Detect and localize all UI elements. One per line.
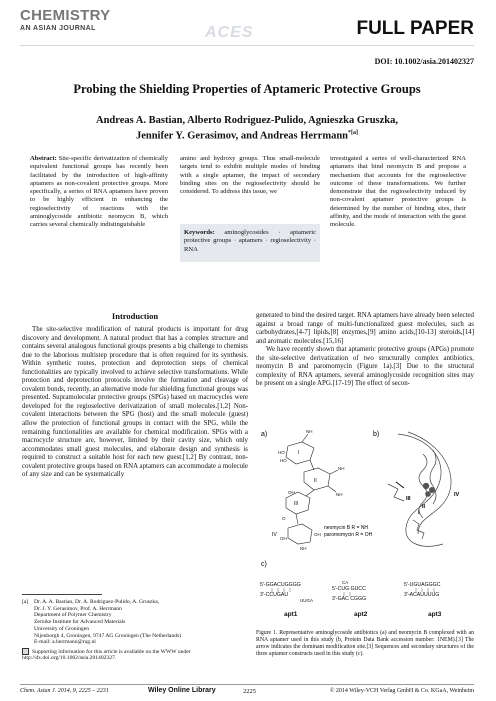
intro-paragraph-2: generated to bind the desired target. RNA aptamers have already been selected against a broad range of multi-functionalized guest molecules, such as carbohydrates,[4-7] lipids,[8] enzymes,[9] amino acids,[10-13] steroids,[14] and aromatic molecules.[15,16] bbox=[256, 312, 474, 345]
apt2-bottom-strand: 3'-GAC CGGG bbox=[332, 596, 367, 602]
intro-paragraph-1: The site-selective modification of natural products is important for drug discovery and development. A natural product that has a complex structure and contains several analogous functional groups presents a big challenge to chemists due to the laborious multistep procedure that is often required for its synthesis. Within synthetic routes, protection and deprotection steps of chemical functionalities are typically involved to achieve selective transformations. While protection and deprotection protocols involve the formation and cleavage of covalent bonds, recently, an alternative mode for shielding functional groups was presented. Supramolecular protective groups (SPGs) based on macrocycles were developed for the regioselective derivatization of small molecules.[1,2] Non-covalent interactions between the SPG (host) and the small molecule (guest) allow the protection of functional groups in contact with the SPG, while the remaining functionalities are available for chemical modification. SPGs with a macrocycle structure are, however, limited by their cavity size, which only accommodates small guest molecules, and elaborate design and synthesis is required to construct a suitable host for each new guest.[1,2] By contrast, non-covalent protective groups based on RNA aptamers can accommodate a molecule of any size and can be systematically bbox=[22, 326, 248, 479]
apt3-top-strand: 5'-UGUAGGGC bbox=[404, 582, 441, 588]
apt1-loop: UUGA bbox=[300, 598, 314, 603]
svg-text:OH: OH bbox=[314, 532, 321, 537]
svg-text:O: O bbox=[282, 516, 286, 521]
journal-name: CHEMISTRY bbox=[20, 7, 111, 24]
apt3-bottom-strand: 3'-ACAUUUUG bbox=[404, 592, 440, 598]
panel-a-label: a) bbox=[261, 431, 268, 438]
svg-text:NH: NH bbox=[306, 429, 313, 434]
aptamer-sequences bbox=[260, 580, 442, 618]
author-list bbox=[40, 114, 454, 143]
page-number: 2225 bbox=[243, 688, 256, 695]
apt2-top-strand: 5'-CUG GUCC bbox=[332, 586, 366, 592]
citation: Chem. Asian J. 2014, 9, 2225 – 2231 bbox=[20, 688, 109, 694]
svg-text:NH: NH bbox=[338, 466, 345, 471]
footnote-divider bbox=[22, 594, 102, 595]
apt1-bottom-strand: 3'-CCUGAU bbox=[260, 592, 289, 598]
apt2-loop: CA bbox=[342, 580, 349, 585]
svg-text:NH: NH bbox=[336, 492, 343, 497]
compound-legend-1: neomycin B R = NH bbox=[324, 525, 369, 531]
intro-paragraph-3: We have recently shown that aptameric protective groups (APGs) promote the site-selective derivatization of two structurally complex antibiotics, neomycin B and paromomycin (Figure 1a).[3] Due to the structural complexity of RNA aptamers, several aminoglycoside recognition sites may be present on a single APG.[17-19] The effect of secon- bbox=[256, 346, 474, 388]
apt1-name: apt1 bbox=[284, 611, 298, 618]
corresponding-mark: *[a] bbox=[348, 130, 359, 136]
intro-col-2 bbox=[256, 312, 474, 389]
apt2-name: apt2 bbox=[354, 611, 368, 618]
footnote-label: [a] bbox=[22, 599, 29, 605]
aptamer-complex-model bbox=[388, 432, 451, 546]
svg-text:OH: OH bbox=[280, 536, 287, 541]
article-title: Probing the Shielding Properties of Aptameric Protective Groups bbox=[73, 82, 421, 96]
copyright: © 2014 Wiley-VCH Verlag GmbH & Co. KGaA, Weinheim bbox=[329, 688, 474, 694]
wiley-online-library-link[interactable]: Wiley Online Library bbox=[148, 687, 216, 694]
abstract-text-1: Site-specific derivatization of chemically equivalent functional groups has recently been facilitated by the introduction of high-affinity aptamers as non-covalent protective groups. More specifically, a series of RNA aptamers have proven to be highly efficient in enhancing the regioselectivity of reactions with the aminoglycoside antibiotic neomycin B, which carries several chemically indistinguishable bbox=[30, 155, 168, 228]
affiliation-footnote bbox=[22, 599, 248, 662]
b-label-i: I bbox=[418, 510, 420, 516]
abstract-col-1 bbox=[30, 155, 168, 229]
aces-watermark: ACES bbox=[205, 24, 254, 41]
ring-label-iii: III bbox=[294, 501, 299, 507]
footnote-line: Dr. J. Y. Gerasimov, Prof. A. Herrmann bbox=[34, 605, 122, 612]
ring-label-i: I bbox=[298, 450, 300, 456]
keywords-text: aminoglycosides · aptameric protective groups · aptamers · regioselectivity · RNA bbox=[184, 229, 316, 253]
footnote-line: University of Groningen bbox=[34, 625, 89, 632]
intro-col-1 bbox=[22, 326, 248, 480]
authors-line-2 bbox=[40, 127, 454, 143]
footer-divider bbox=[20, 684, 474, 685]
footnote-line: Department of Polymer Chemistry bbox=[34, 612, 112, 619]
ring-label-ii: II bbox=[314, 478, 317, 484]
figure-1 bbox=[258, 424, 474, 628]
b-label-iii: III bbox=[406, 496, 411, 502]
abstract-col-2: amino and hydroxy groups. Thus small-molecule targets tend to exhibit multiple modes of binding with a single aptamer, the impact of secondary binding sites on the regioselectivity should be considered. To address this issue, we bbox=[180, 155, 320, 195]
panel-b-label: b) bbox=[373, 431, 380, 438]
abstract-label: Abstract: bbox=[30, 155, 57, 162]
modification-arrow bbox=[396, 482, 404, 488]
b-label-ii: II bbox=[422, 504, 426, 510]
figure-caption: Figure 1. Representative aminoglycoside antibiotics (a) and neomycin B complexed with an RNA aptamer used in this study (b, Protein Data Bank accession number: 1NEM).[3] The arrow indicates the dominant modification site.[3] Sequences and secondary structures of the three aptamer constructs used in this study (c). bbox=[256, 630, 474, 657]
keywords-box bbox=[180, 224, 320, 262]
ring-label-iv: IV bbox=[272, 532, 277, 538]
svg-text:HO: HO bbox=[278, 450, 285, 455]
authors-line-1: Andreas A. Bastian, Alberto Rodriguez-Pulido, Agnieszka Gruszka, bbox=[96, 115, 398, 126]
footnote-email[interactable]: E-mail: a.herrmann@rug.nl bbox=[34, 639, 96, 646]
supporting-info-text[interactable]: Supporting information for this article is available on the WWW under http://dx.doi.org/10.1002/asia.201402327. bbox=[22, 648, 191, 662]
keywords-label: Keywords: bbox=[184, 229, 215, 236]
supporting-info-icon bbox=[22, 648, 29, 655]
apt1-top-strand: 5'-GGACUGGGG bbox=[260, 582, 301, 588]
journal-logo bbox=[20, 8, 130, 32]
footnote-line: Dr. A. A. Bastian, Dr. A. Rodriguez-Pulido, A. Gruszka, bbox=[34, 599, 160, 605]
panel-c-label: c) bbox=[261, 561, 267, 568]
svg-text:OH: OH bbox=[288, 490, 295, 495]
svg-text:HO: HO bbox=[280, 458, 287, 463]
apt3-name: apt3 bbox=[428, 611, 442, 618]
header-divider bbox=[20, 45, 474, 46]
intro-heading: Introduction bbox=[111, 311, 159, 321]
compound-legend-2: paromomycin R = OH bbox=[324, 532, 373, 538]
footnote-line: Nijenborgh 4, Groningen, 9747 AG Groningen (The Netherlands) bbox=[34, 632, 182, 639]
svg-text:NH: NH bbox=[300, 546, 307, 551]
doi[interactable]: DOI: 10.1002/asia.201402327 bbox=[374, 57, 474, 66]
abstract-col-3: investigated a series of well-characterized RNA aptamers that bind neomycin B and propose a mechanism that accounts for the regioselective outcome of these transformations. We further demonstrate that the regioselectivity induced by non-covalent aptamer protective groups is determined by the number of binding sites, their affinity, and the mode of interaction with the guest molecule. bbox=[330, 155, 466, 228]
journal-subtitle: AN ASIAN JOURNAL bbox=[20, 25, 96, 32]
supporting-info bbox=[22, 648, 248, 662]
authors-names: Jennifer Y. Gerasimov, and Andreas Herrmann bbox=[135, 130, 349, 142]
b-label-iv: IV bbox=[454, 492, 460, 498]
section-label: FULL PAPER bbox=[356, 18, 474, 39]
footnote-line: Zernike Institute for Advanced Materials bbox=[34, 619, 126, 626]
